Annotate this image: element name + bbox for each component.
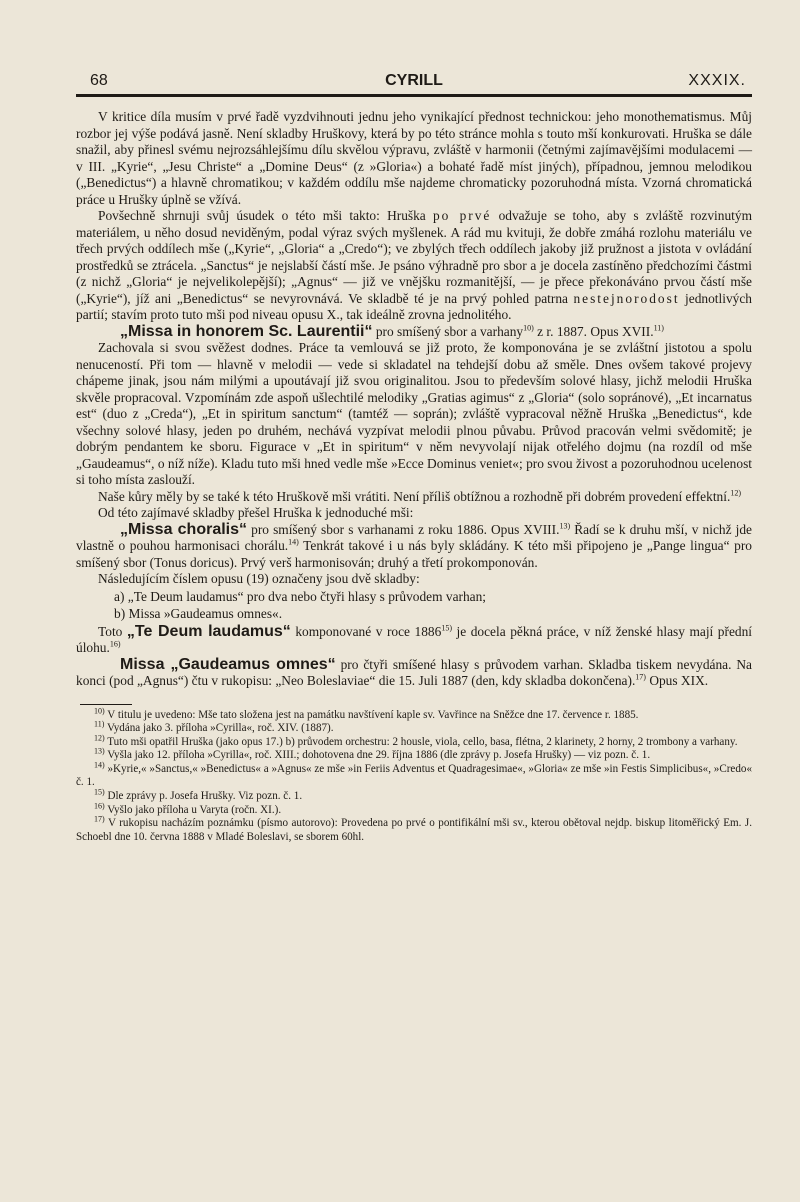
emphasis: po prvé bbox=[432, 208, 492, 223]
text-run: jednotlivých partií; stavím proto tuto mši pod niveau opusu X., tak ideálně zrovna jednolitého. bbox=[76, 290, 752, 322]
text-run: pro čtyři smíšené hlasy s průvodem varhan. Skladba tiskem nevydána. Na konci (pod „Agnus“) čtu v rukopisu: „Neo Boleslaviae“ die 15. Juli 1887 (den, kdy skladba dokončena). bbox=[76, 656, 752, 688]
footnote bbox=[76, 733, 752, 750]
footnote-mark: 15) bbox=[94, 787, 105, 797]
paragraph: Následujícím číslem opusu (19) označeny jsou dvě skladby: bbox=[98, 571, 420, 586]
paragraph bbox=[76, 208, 752, 324]
text-run: komponované v roce 1886 bbox=[290, 623, 442, 639]
emphasis: nestejnorodost bbox=[573, 290, 680, 306]
journal-title: CYRILL bbox=[385, 72, 443, 89]
footnote-ref[interactable]: 17) bbox=[635, 672, 646, 682]
footnote-ref[interactable]: 14) bbox=[288, 537, 299, 547]
footnote-text: Tuto mši opatřil Hruška (jako opus 17.) b) průvodem orchestru: 2 housle, viola, cello, basa, flétna, 2 klarinety, 2 horny, 2 trombony a varhany. bbox=[104, 735, 738, 748]
volume-number: XXXIX. bbox=[688, 72, 746, 89]
text-run: Povšechně shrnuji svůj úsudek o této mši takto: Hruška bbox=[98, 208, 433, 223]
footnote-mark: 17) bbox=[94, 814, 105, 824]
footnote-text: V titulu je uvedeno: Mše tato složena jest na památku navštívení kaple sv. Vavřince na Sněžce dne 17. července r. 1885. bbox=[104, 708, 639, 721]
list-item: a) „Te Deum laudamus“ pro dva nebo čtyři hlasy s průvodem varhan; bbox=[114, 588, 487, 604]
footnote-ref[interactable]: 12) bbox=[730, 488, 741, 498]
paragraph: V kritice díla musím v prvé řadě vyzdvihnouti jednu jeho vynikající přednost technickou: jeho monothematismus. Můj rozbor jej výše podává jasně. Není skladby Hruškovy, která by po této stránce mohla s touto mší konkurovati. Hruška se dále snažil, aby přinesl svému nejrozsáhlejšímu dílu skvělou výpravu, zvláště v harmonii (četnými zajímavějšími modulacemi — v III. „Kyrie“, „Jesu Christe“ a „Domine Deus“ (z »Gloria«) a bohaté řadě míst jiných), případnou, jemnou melodikou („Benedictus“) a hlavně chromatikou; v každém oddílu mše najdeme chromaticky pozoruhodná místa. Vzorná chromatická práce u Hrušky úplně se vžívá. bbox=[76, 109, 752, 207]
text-run: Opus XIX. bbox=[645, 673, 709, 688]
footnote-text: »Kyrie,« »Sanctus,« »Benedictus« a »Agnus« ze mše »in Feriis Adventus et Quadragesimae«, »Gloria« ze mše »in Festis Simplicibus«, »Credo« č. 1. bbox=[76, 762, 752, 789]
text-run: odvažuje se toho, aby s zvláště rozvinutým materiálem, u něho dosud neviděným, podal výraz svých myšlenek. A rád mu kvituji, že dobře zmáhá rozlohu materiálu ve třech prvých oddílech mše („Kyrie“, „Gloria“ a „Credo“); ve zbylých třech oddílech jakoby již pružnost a jistota v ovládání prostředků se ztrácela. „Sanctus“ je nejslabší částí mše. Je psáno výhradně pro sbor a je docela zastíněno předchozími částmi (z nichž „Gloria“ je nejvelikolepější); „Agnus“ — již ve vnějšku rozmanitější, — je přece překonáváno prvou částí mše („Kyrie“), jíž ani „Benedictus“ se nevyrovnává. Ve skladbě té je na prvý pohled patrna bbox=[76, 208, 752, 306]
opus-list bbox=[76, 589, 752, 623]
paragraph bbox=[76, 489, 752, 506]
footnotes bbox=[76, 705, 752, 845]
footnote-text: Vydána jako 3. příloha »Cyrilla«, roč. XIV. (1887). bbox=[104, 722, 334, 735]
work-title: „Missa choralis“ bbox=[120, 520, 248, 538]
text-run: pro smíšený sbor s varhanami z roku 1886. Opus XVIII. bbox=[247, 521, 560, 537]
footnote-mark: 12) bbox=[94, 733, 105, 742]
work-heading-laurentii bbox=[76, 324, 752, 341]
paragraph: Zachovala si svou svěžest dodnes. Práce ta vemlouvá se již proto, že komponována je se zvláštní jistotou a spolu nenuceností. Při tom — hlavně v melodii — vede si skladatel na tehdejší dobu až směle. Dnes ovšem takové projevy chápeme jinak, jsou nám milými a upoutávají již svou originalitou. Jsou to především solové hlasy, jichž melodii Hruška skvěle propracoval. Vzpomínám zde aspoň ušlechtilé melodiky „Gratias agimus“ z „Gloria“ (solo sopránové), „Et incarnatus est“ (duo z „Creda“), „Et in spiritum sanctum“ (tamtéž — soprán); zvláště vypracoval něžně Hruška „Benedictus“, kde všechny solové hlasy, jeden po druhém, nechává vyzpívat melodii plnou půvabu. Průvod pracován velmi svědomitě; je dobrým pendantem ke sboru. Figurace v „Et in spiritum“ v něm nevyvolají nijak otřelého dojmu (na rozdíl od mše „Gaudeamus“, o níž níže). Kladu tuto mši hned vedle mše »Ecce Dominus veniet«; pro svou živost a pozoruhodnou ucelenost si toho místa zaslouží. bbox=[76, 340, 752, 487]
running-header bbox=[76, 72, 752, 97]
text-run: z r. 1887. Opus XVII. bbox=[533, 323, 654, 339]
footnote-mark: 10) bbox=[94, 705, 105, 715]
text-run: Tenkrát takové i u nás byly skládány. K této mši připojeno je „Pange lingua“ pro smíšený sbor (Tonus doricus). Prvý verš harmonisován; druhý a třetí prokomponován. bbox=[76, 538, 753, 570]
footnote-mark: 14) bbox=[94, 760, 105, 770]
footnote bbox=[76, 705, 752, 723]
work-title: Missa „Gaudeamus omnes“ bbox=[120, 655, 336, 673]
footnote-ref[interactable]: 10) bbox=[523, 323, 534, 333]
footnote-ref[interactable]: 16) bbox=[109, 639, 121, 649]
text-run: Naše kůry měly by se také k této Hruškově mši vrátiti. Není příliš obtížnou a rozhodně při dobrém provedení effektní. bbox=[98, 488, 731, 504]
footnote-ref[interactable]: 13) bbox=[559, 521, 571, 531]
work-title: „Missa in honorem Sc. Laurentii“ bbox=[120, 322, 373, 340]
text-run: Toto bbox=[98, 623, 127, 639]
footnote-mark: 13) bbox=[94, 746, 105, 756]
text-run: je docela pěkná práce, v níž ženské hlasy mají přední úlohu. bbox=[76, 623, 752, 655]
work-heading-choralis bbox=[76, 522, 752, 572]
footnote-text: V rukopisu nacházím poznámku (písmo autorovo): Provedena po prvé o pontifikální mši sv., kterou obětoval nejdp. biskup litoměřický Em. J. Schoebl dne 10. června 1888 v Mladé Boleslavi, se sborem 60hl. bbox=[76, 817, 752, 843]
footnote bbox=[76, 746, 752, 763]
list-item: b) Missa »Gaudeamus omnes«. bbox=[114, 606, 283, 621]
text-run: Řadí se k druhu mší, v nichž jde vlastně o pouhou harmonisaci chorálu. bbox=[76, 521, 752, 553]
footnote bbox=[76, 787, 752, 804]
footnote-ref[interactable]: 11) bbox=[653, 323, 664, 333]
page-number: 68 bbox=[90, 72, 108, 89]
main-text bbox=[76, 109, 752, 690]
footnote-text: Vyšlo jako příloha u Varyta (ročn. XI.). bbox=[104, 803, 282, 816]
footnote bbox=[76, 800, 752, 818]
footnote-mark: 16) bbox=[94, 800, 105, 810]
footnote bbox=[76, 814, 752, 844]
footnote bbox=[76, 719, 752, 736]
work-heading-te-deum bbox=[76, 624, 752, 657]
paragraph: Od této zajímavé skladby přešel Hruška k jednoduché mši: bbox=[98, 505, 414, 520]
work-title: „Te Deum laudamus“ bbox=[126, 622, 291, 640]
footnote-divider bbox=[80, 704, 132, 705]
footnote-ref[interactable]: 15) bbox=[441, 623, 452, 633]
footnote-text: Vyšla jako 12. příloha »Cyrilla«, roč. XIII.; dohotovena dne 29. října 1886 (dle zprávy p. Josefa Hrušky) — viz pozn. č. 1. bbox=[104, 749, 651, 762]
work-heading-gaudeamus bbox=[76, 657, 752, 690]
footnote bbox=[76, 760, 752, 790]
text-run: pro smíšený sbor a varhany bbox=[372, 323, 524, 339]
footnote-text: Dle zprávy p. Josefa Hrušky. Viz pozn. č. 1. bbox=[104, 790, 303, 803]
footnote-mark: 11) bbox=[94, 719, 105, 729]
